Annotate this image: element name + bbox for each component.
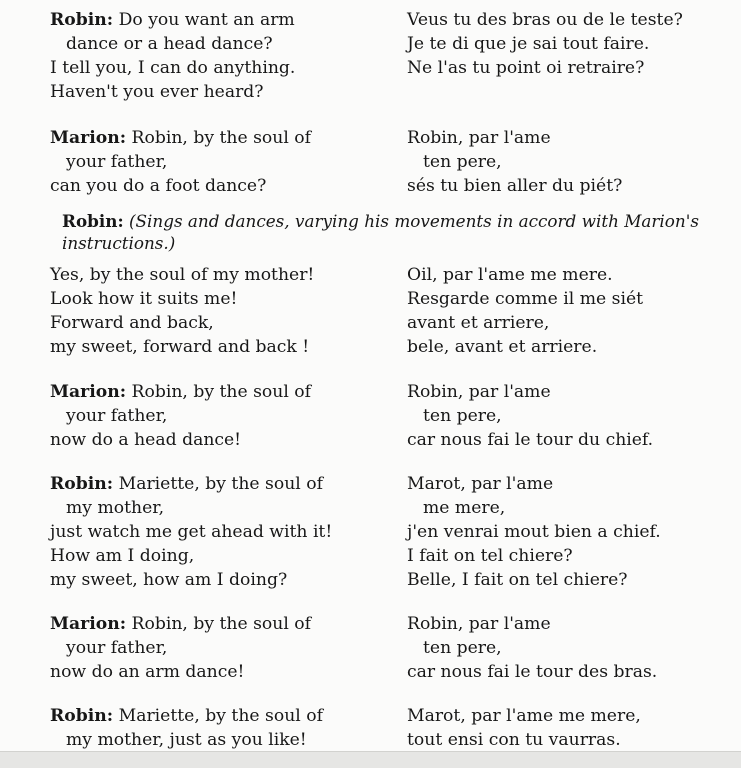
french-verse-marion-1 — [407, 126, 622, 198]
verse-line: Robin, par l'ame — [407, 614, 551, 634]
speaker-label: Marion: — [50, 382, 127, 402]
verse-line: just watch me get ahead with it! — [50, 522, 333, 542]
speaker-label: Robin: — [50, 706, 114, 726]
french-verse-robin-2 — [407, 263, 643, 359]
verse-line: Yes, by the soul of my mother! — [50, 265, 315, 285]
verse-line: Robin, by the soul of — [131, 382, 312, 402]
verse-line: Mariette, by the soul of — [118, 706, 323, 726]
verse-line: tout ensi con tu vaurras. — [407, 730, 621, 750]
english-verse-robin-2 — [50, 263, 314, 359]
speaker-label: Robin: — [50, 10, 114, 30]
speaker-label: Marion: — [50, 614, 127, 634]
verse-line: your father, — [66, 406, 168, 426]
verse-line: Robin, par l'ame — [407, 128, 551, 148]
page-bottom-shadow — [0, 752, 741, 768]
verse-line: car nous fai le tour du chief. — [407, 430, 654, 450]
french-verse-marion-3 — [407, 612, 657, 684]
stage-direction-line: (Sings and dances, varying his movements in accord with Marion's — [129, 211, 699, 231]
verse-line: your father, — [66, 152, 168, 172]
verse-line: my sweet, how am I doing? — [50, 570, 288, 590]
stage-direction-line: instructions.) — [62, 233, 176, 253]
verse-line: my sweet, forward and back ! — [50, 337, 310, 357]
verse-line: Resgarde comme il me siét — [407, 289, 644, 309]
verse-line: How am I doing, — [50, 546, 195, 566]
speaker-label: Marion: — [50, 128, 127, 148]
verse-line: ten pere, — [423, 406, 502, 426]
verse-line: my mother, — [66, 498, 165, 518]
verse-line: ten pere, — [423, 152, 502, 172]
verse-line: Oil, par l'ame me mere. — [407, 265, 613, 285]
verse-line: Belle, I fait on tel chiere? — [407, 570, 628, 590]
english-verse-robin-3 — [50, 472, 332, 592]
english-verse-robin-1 — [50, 8, 295, 104]
verse-line: car nous fai le tour des bras. — [407, 662, 658, 682]
english-verse-marion-3 — [50, 612, 311, 684]
verse-line: Do you want an arm — [118, 10, 295, 30]
verse-line: sés tu bien aller du piét? — [407, 176, 623, 196]
stage-direction — [62, 210, 699, 254]
verse-line: I fait on tel chiere? — [407, 546, 573, 566]
verse-line: Mariette, by the soul of — [118, 474, 323, 494]
verse-line: now do an arm dance! — [50, 662, 245, 682]
verse-line: can you do a foot dance? — [50, 176, 267, 196]
verse-line: Marot, par l'ame me mere, — [407, 706, 641, 726]
verse-line: Forward and back, — [50, 313, 214, 333]
verse-line: Robin, by the soul of — [131, 128, 312, 148]
verse-line: now do a head dance! — [50, 430, 242, 450]
french-verse-robin-3 — [407, 472, 661, 592]
speaker-label: Robin: — [50, 474, 114, 494]
verse-line: j'en venrai mout bien a chief. — [407, 522, 661, 542]
verse-line: Haven't you ever heard? — [50, 82, 264, 102]
verse-line: Robin, by the soul of — [131, 614, 312, 634]
french-verse-robin-1 — [407, 8, 683, 80]
verse-line: dance or a head dance? — [66, 34, 273, 54]
verse-line: Veus tu des bras ou de le teste? — [407, 10, 683, 30]
verse-line: Robin, par l'ame — [407, 382, 551, 402]
verse-line: avant et arriere, — [407, 313, 550, 333]
english-verse-marion-1 — [50, 126, 311, 198]
english-verse-marion-2 — [50, 380, 311, 452]
verse-line: I tell you, I can do anything. — [50, 58, 296, 78]
verse-line: Marot, par l'ame — [407, 474, 554, 494]
verse-line: my mother, just as you like! — [66, 730, 307, 750]
verse-line: Look how it suits me! — [50, 289, 238, 309]
verse-line: your father, — [66, 638, 168, 658]
verse-line: Ne l'as tu point oi retraire? — [407, 58, 645, 78]
speaker-label: Robin: — [62, 211, 124, 231]
french-verse-robin-4 — [407, 704, 641, 752]
verse-line: bele, avant et arriere. — [407, 337, 598, 357]
verse-line: me mere, — [423, 498, 506, 518]
english-verse-robin-4 — [50, 704, 323, 752]
verse-line: ten pere, — [423, 638, 502, 658]
verse-line: Je te di que je sai tout faire. — [407, 34, 650, 54]
french-verse-marion-2 — [407, 380, 653, 452]
